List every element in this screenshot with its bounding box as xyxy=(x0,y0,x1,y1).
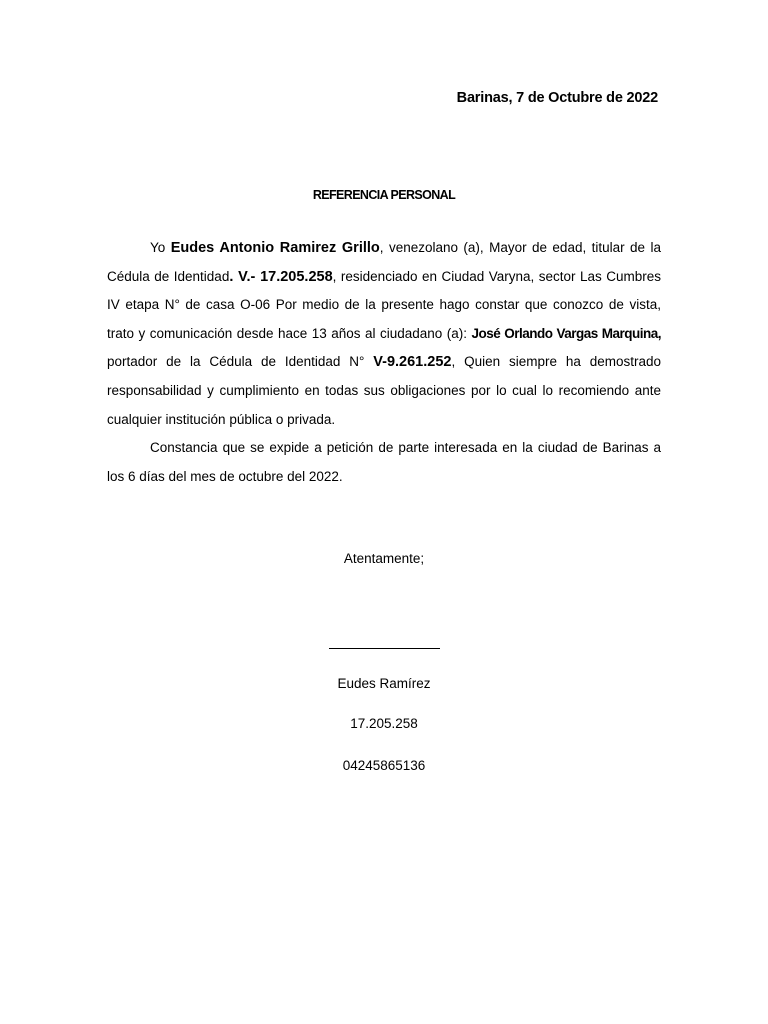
paragraph-constancia: Constancia que se expide a petición de parte interesada en la ciudad de Barinas a los 6 días del mes de octubre del 2022. xyxy=(107,440,661,484)
signer-id: 17.205.258 xyxy=(350,716,418,731)
referenced-person-name: José Orlando Vargas Marquina, xyxy=(471,325,661,341)
referenced-person-id: V-9.261.252 xyxy=(373,354,452,371)
document-title: REFERENCIA PERSONAL xyxy=(312,188,456,202)
body-text-a: , venezolano (a), Mayor de edad, titular de la Cédula de Identidad xyxy=(107,240,661,284)
author-name: Eudes Antonio Ramirez Grillo xyxy=(170,240,380,256)
signer-phone: 04245865136 xyxy=(342,758,426,773)
document-body xyxy=(107,234,661,491)
author-id: . V.- 17.205.258 xyxy=(229,268,333,285)
paragraph-main xyxy=(107,234,661,434)
intro-text: Yo xyxy=(150,240,171,255)
document-date: Barinas, 7 de Octubre de 2022 xyxy=(456,90,658,106)
signature-line xyxy=(329,648,440,649)
signer-name: Eudes Ramírez xyxy=(337,676,431,691)
body-text-c: portador de la Cédula de Identidad N° xyxy=(107,354,374,370)
body-text-b: , residenciado en Ciudad Varyna, sector Las Cumbres IV etapa N° de casa O-06 Por medio de la presente hago constar que conozco de vista, trato y comunicación desde hace 13 años al ciudadano (a): xyxy=(107,268,662,341)
closing-text: Atentamente; xyxy=(343,551,425,566)
body-text-d: , Quien siempre ha demostrado responsabilidad y cumplimiento en todas sus obligaciones por lo cual lo recomiendo ante cualquier institución pública o privada. xyxy=(107,354,661,427)
